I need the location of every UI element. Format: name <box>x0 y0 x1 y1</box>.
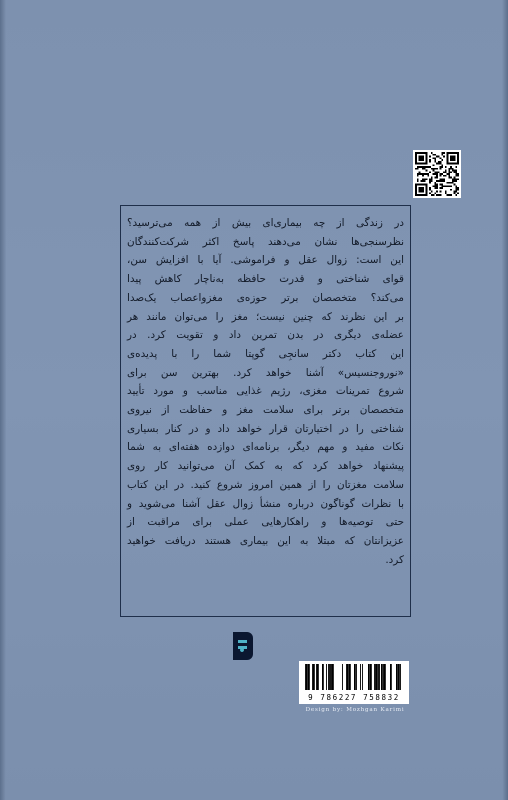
blurb-line: در زندگی از چه بیماری‌ای بیش از همه می‌ترسید؟ <box>127 217 404 229</box>
publisher-logo-icon <box>229 628 255 662</box>
blurb-line: پیشنهاد خواهد کرد که به کمک آن می‌توانید کار روی <box>127 460 404 473</box>
qr-code-icon <box>413 150 461 198</box>
blurb-line: حتی توصیه‌ها و راهکارهایی عملی برای مراقبت از <box>127 516 404 529</box>
blurb-line: شناختی را در اختیارتان قرار خواهد داد و در کنار بسیاری <box>127 422 404 435</box>
blurb-line: شروع تمرینات مغزی، رژیم غذایی مناسب و مورد تأیید <box>127 385 404 398</box>
blurb-line: متخصصان برتر برای سلامت مغز و حفاظت از نیروی <box>127 404 404 417</box>
blurb-line: این است: زوال عقل و فراموشی. آیا با افزایش سن، <box>127 254 404 267</box>
blurb-line: کرد. <box>385 553 404 566</box>
isbn-barcode-icon <box>299 661 409 704</box>
designer-credit: Design by: Mozhgan Karimi <box>305 707 405 713</box>
blurb-line: نظرسنجی‌ها نشان می‌دهند پاسخ اکثر شرکت‌کنندگان <box>127 235 404 248</box>
blurb-line: بر این نظرند که چنین نیست؛ مغز را می‌توان مانند هر <box>127 310 404 323</box>
blurb-line: این کتاب دکتر سانجِی گوپتا شما را با پدیده‌ی <box>127 347 404 360</box>
blurb-line: عزیزانتان که مبتلا به این بیماری هستند دریافت خواهید <box>127 534 404 547</box>
blurb-text <box>127 214 404 569</box>
blurb-line: سلامت مغزتان را از همین امروز شروع کنید. در این کتاب <box>127 478 404 491</box>
spine-shadow-left <box>0 0 6 800</box>
blurb-line: می‌کند؟ متخصصان برتر حوزه‌ی مغزواعصاب یک‌صدا <box>127 291 404 304</box>
blurb-line: با نظرات گوناگون درباره منشأ زوال عقل آشنا می‌شوید و <box>127 497 404 510</box>
spine-shadow-right <box>502 0 508 800</box>
isbn-number: 9 786227 758832 <box>308 693 400 702</box>
blurb-line: نکات مفید و مهم دیگر، برنامه‌ای دوازده هفته‌ای به شما <box>127 441 404 454</box>
blurb-line: عضله‌ی دیگری در بدن تمرین داد و تقویت کرد. در <box>127 329 404 342</box>
blurb-line: قوای شناختی و قدرت حافظه به‌ناچار کاهش پیدا <box>127 273 404 286</box>
blurb-line: «نوروجنسیس» آشنا خواهد کرد. بهترین سن برای <box>127 366 404 379</box>
